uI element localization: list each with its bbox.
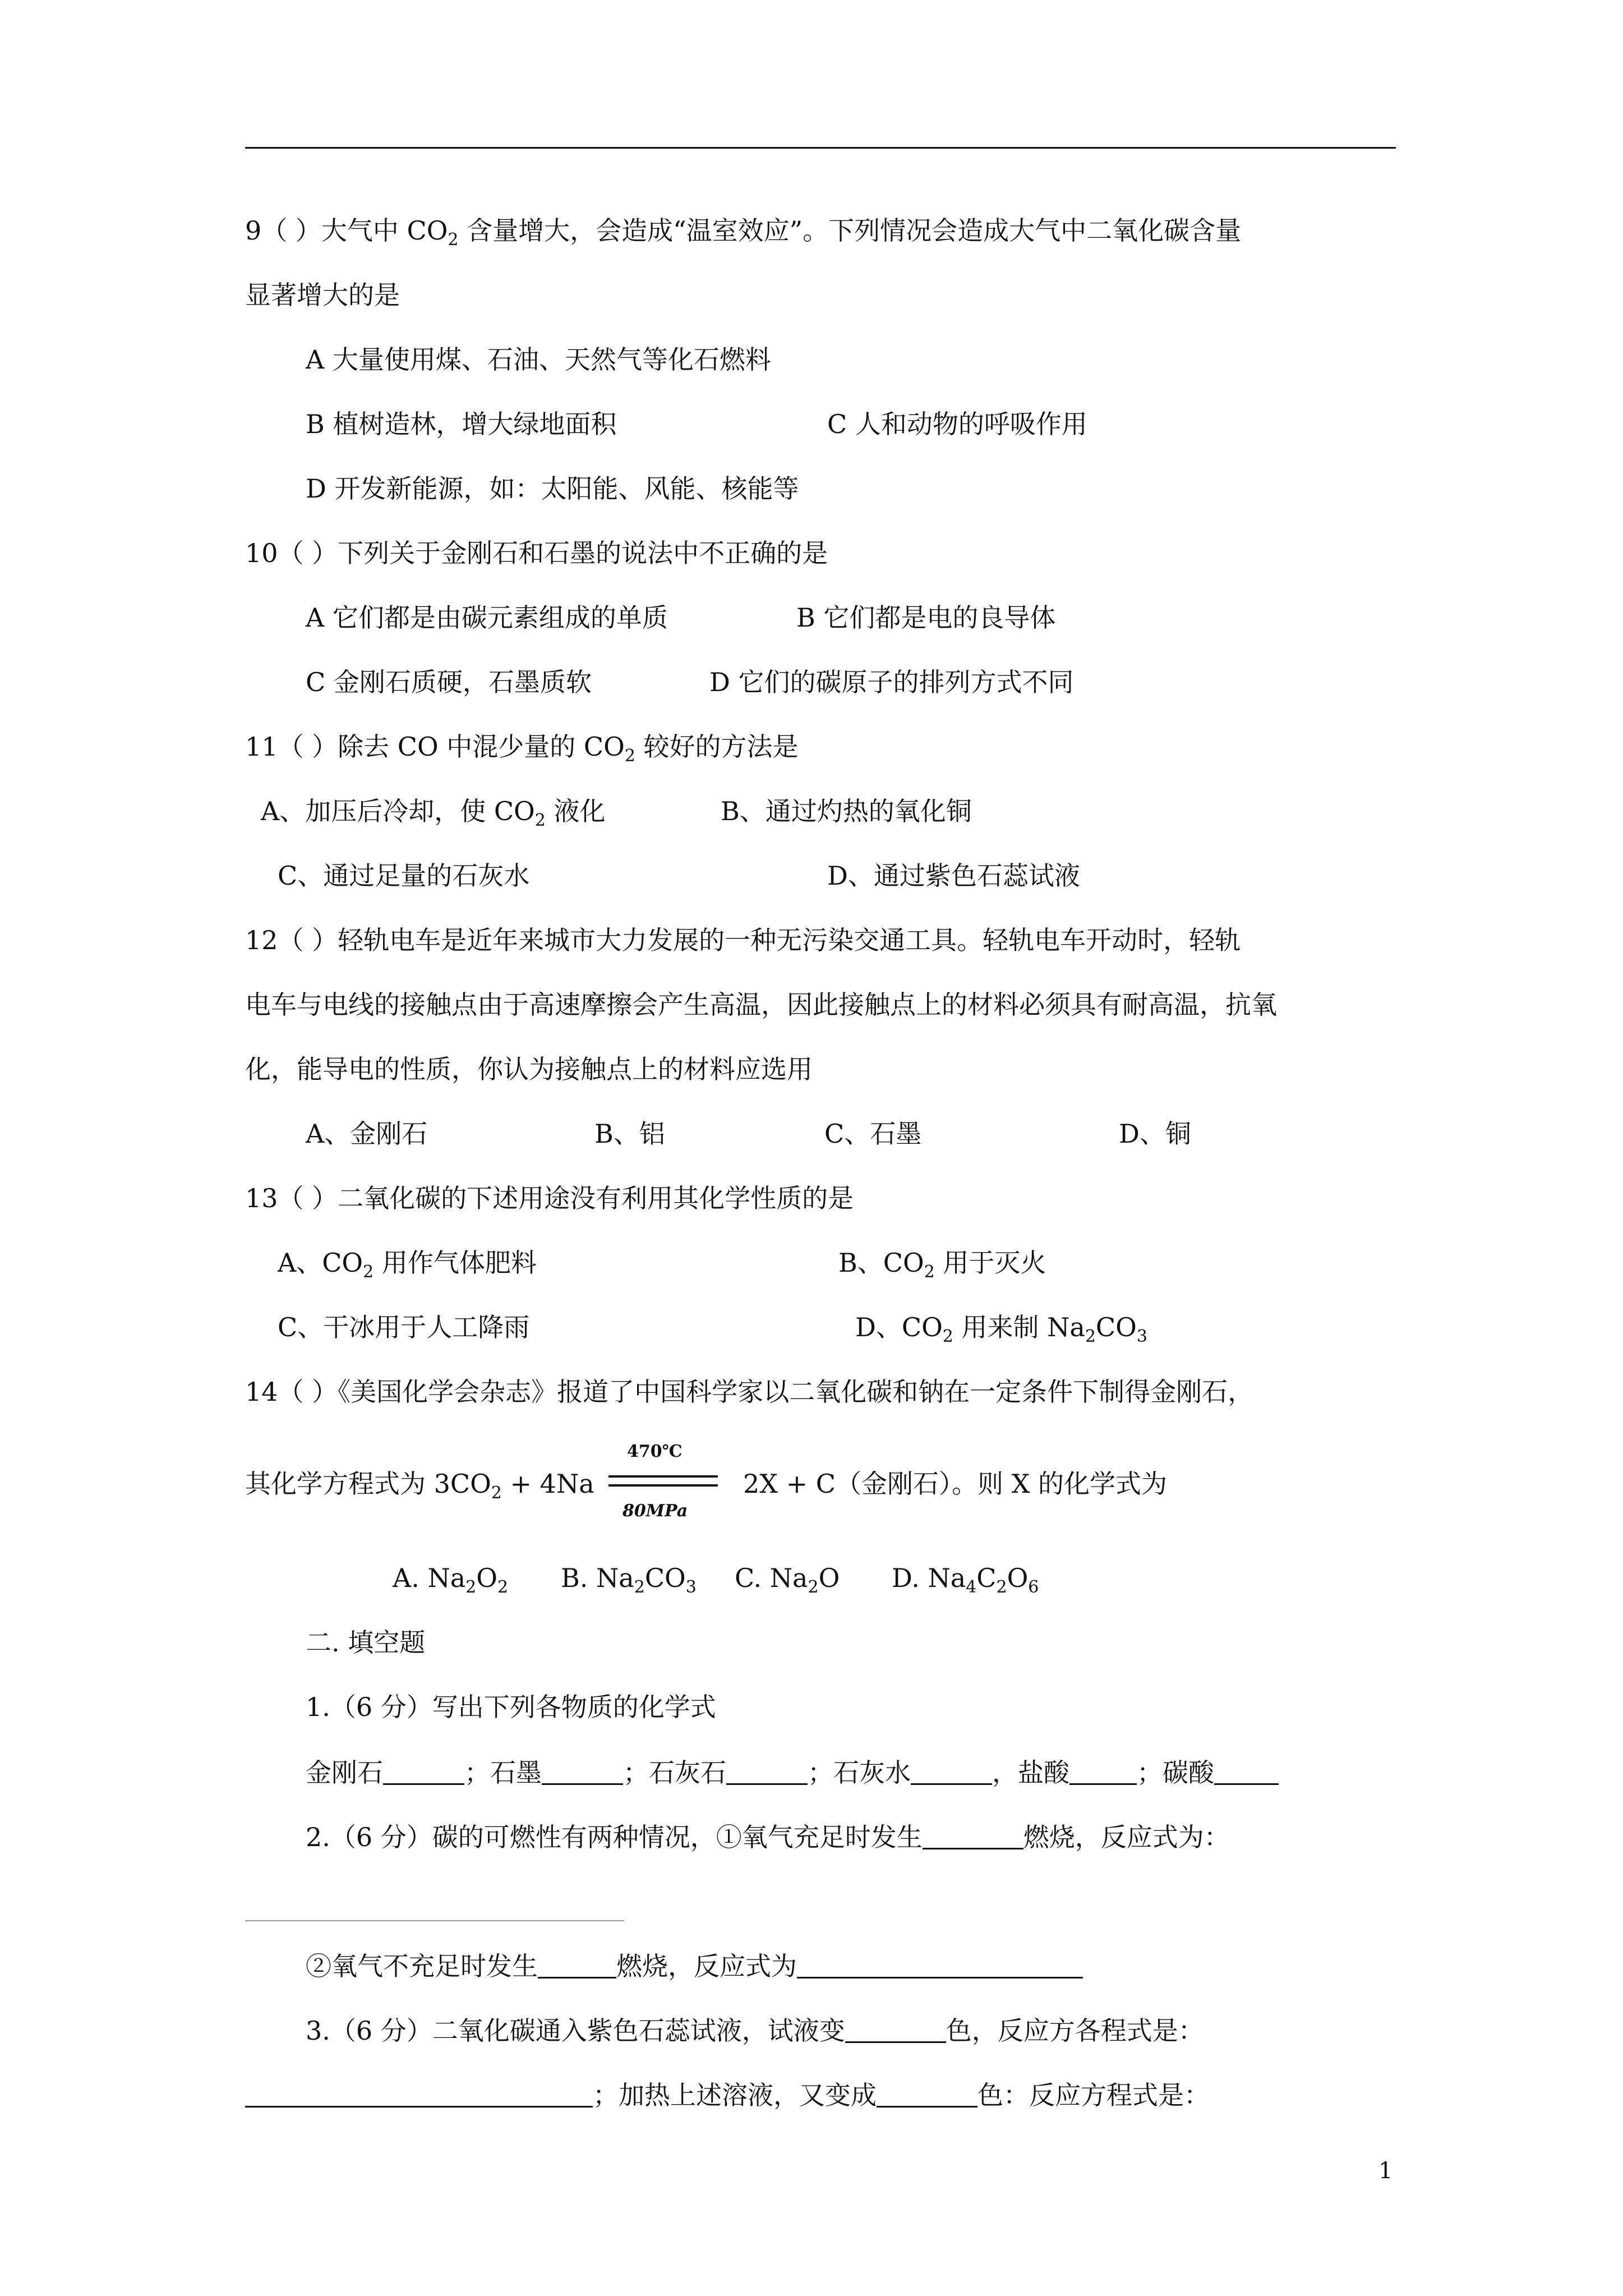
q13-option-a: A、$CO_2$ 用作气体肥料 — [278, 1248, 537, 1282]
q9-option-d: D 开发新能源，如：太阳能、风能、核能等 — [306, 473, 799, 504]
fill2-line2: ②氧气不充足时发生 燃烧，反应式为 — [306, 1952, 1083, 1979]
q12-option-a: A、金刚石 — [306, 1119, 428, 1149]
fill1-items: 金刚石 ；石墨 ；石灰石 ；石灰水 ，盐酸 ；碳酸 — [306, 1759, 1279, 1786]
q11-option-d: D、通过紫色石蕊试液 — [827, 861, 1080, 891]
q10-option-d: D 它们的碳原子的排列方式不同 — [709, 667, 1074, 697]
q9-stem-line1: 9（ ）大气中 $CO_2$ 含量增大，会造成“温室效应”。下列情况会造成大气中二氧化碳含量 — [245, 215, 1242, 250]
q14-equation-left: 其化学方程式为 $3CO_2 + 4Na$ — [245, 1469, 594, 1503]
section2-heading: 二. 填空题 — [306, 1627, 426, 1658]
q10-option-b: B 它们都是电的良导体 — [796, 602, 1056, 633]
fill3-line2: ；加热上述溶液，又变成 色：反应方程式是： — [245, 2081, 1210, 2108]
q13-stem: 13（ ）二氧化碳的下述用途没有利用其化学性质的是 — [245, 1183, 854, 1213]
q14-reaction-condition-top: 470℃ — [627, 1442, 683, 1461]
q9-option-a: A 大量使用煤、石油、天然气等化石燃料 — [306, 344, 771, 375]
q14-reaction-condition-bottom: 80MPa — [623, 1501, 688, 1521]
q12-option-b: B、铝 — [594, 1119, 665, 1149]
q14-option-a: A. $Na_2O_2$ — [393, 1563, 509, 1597]
q14-option-b: B. $Na_2CO_3$ — [561, 1563, 697, 1597]
q12-stem-line3: 化，能导电的性质，你认为接触点上的材料应选用 — [245, 1054, 813, 1084]
q10-option-a: A 它们都是由碳元素组成的单质 — [306, 602, 668, 633]
q12-option-c: C、石墨 — [824, 1119, 922, 1149]
q11-option-a: A、加压后冷却，使 $CO_2$ 液化 — [261, 796, 606, 830]
fill2-line1: 2.（6 分）碳的可燃性有两种情况，①氧气充足时发生 燃烧，反应式为： — [306, 1822, 1230, 1852]
q14-equation-right: 2X + C（金刚石）。则 X 的化学式为 — [743, 1469, 1167, 1499]
fill2-blank-3[interactable] — [797, 1952, 1083, 1978]
q12-stem-line2: 电车与电线的接触点由于高速摩擦会产生高温，因此接触点上的材料必须具有耐高温，抗氧 — [245, 990, 1277, 1020]
fill3-blank-2[interactable] — [245, 2081, 593, 2108]
q12-stem-line1: 12（ ）轻轨电车是近年来城市大力发展的一种无污染交通工具。轻轨电车开动时，轻轨 — [245, 925, 1241, 955]
q10-option-c: C 金刚石质硬，石墨质软 — [306, 667, 592, 697]
q14-equals-bar-top — [608, 1475, 718, 1478]
fill3-blank-3[interactable] — [877, 2081, 978, 2108]
q11-option-c: C、通过足量的石灰水 — [278, 861, 530, 891]
fill1-blank-limestone[interactable] — [726, 1759, 808, 1785]
header-rule — [245, 147, 1396, 149]
fill1-blank-carbonic-acid[interactable] — [1214, 1759, 1279, 1785]
q9-option-c: C 人和动物的呼吸作用 — [827, 409, 1087, 439]
q12-option-d: D、铜 — [1119, 1119, 1191, 1149]
q13-option-d: D、$CO_2$ 用来制 $Na_2CO_3$ — [855, 1312, 1147, 1346]
fill2-blank-1[interactable] — [923, 1823, 1023, 1849]
q14-option-c: C. $Na_2O$ — [735, 1563, 840, 1597]
fill2-answer-line[interactable] — [245, 1920, 624, 1921]
q14-equals-bar-bottom — [608, 1484, 718, 1487]
q10-stem: 10（ ）下列关于金刚石和石墨的说法中不正确的是 — [245, 538, 828, 568]
fill1-stem: 1.（6 分）写出下列各物质的化学式 — [306, 1692, 716, 1722]
page-number: 1 — [1378, 2158, 1393, 2184]
fill3-blank-1[interactable] — [845, 2017, 946, 2043]
q14-stem-line1: 14（ ）《美国化学会杂志》报道了中国科学家以二氧化碳和钠在一定条件下制得金刚石， — [245, 1377, 1254, 1407]
q9-option-b: B 植树造林，增大绿地面积 — [306, 409, 617, 439]
fill1-blank-graphite[interactable] — [542, 1759, 623, 1785]
q13-option-c: C、干冰用于人工降雨 — [278, 1312, 530, 1342]
q11-option-b: B、通过灼热的氧化铜 — [721, 796, 972, 826]
q13-option-b: B、$CO_2$ 用于灭火 — [838, 1248, 1046, 1282]
fill1-blank-diamond[interactable] — [383, 1759, 464, 1785]
fill3-line1: 3.（6 分）二氧化碳通入紫色石蕊试液，试液变 色，反应方各程式是： — [306, 2016, 1204, 2046]
q14-option-d: D. $Na_4C_2O_6$ — [892, 1563, 1039, 1597]
q9-stem-line2: 显著增大的是 — [245, 280, 400, 310]
q11-stem: 11（ ）除去 CO 中混少量的 $CO_2$ 较好的方法是 — [245, 731, 799, 766]
fill1-blank-limewater[interactable] — [911, 1759, 992, 1785]
fill2-blank-2[interactable] — [538, 1952, 616, 1978]
fill1-blank-hydrochloric-acid[interactable] — [1069, 1759, 1137, 1785]
